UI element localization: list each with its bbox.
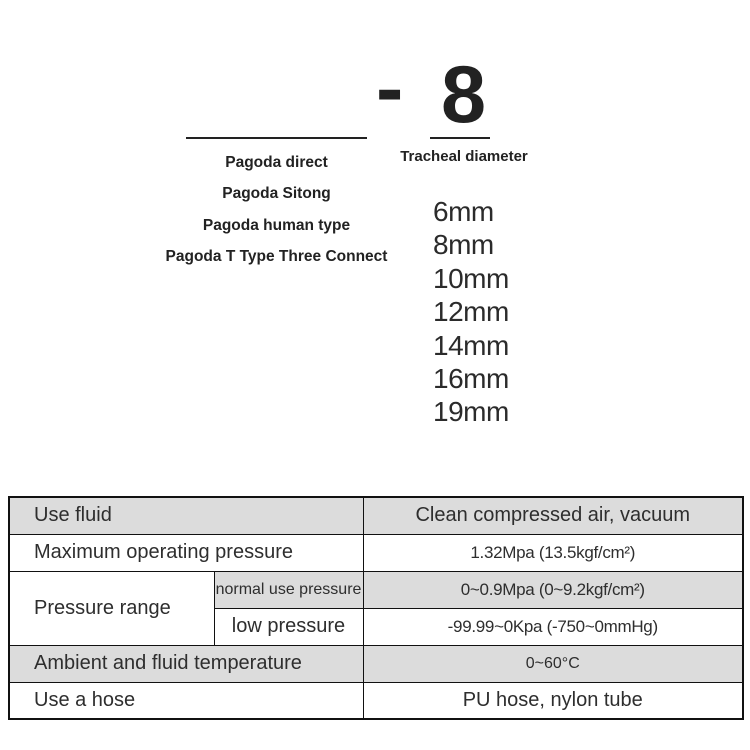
spec-value-low-pressure: -99.99~0Kpa (-750~0mmHg): [363, 608, 743, 645]
diameter-option: 14mm: [433, 329, 509, 361]
table-row: [9, 497, 743, 534]
diameter-underline: [430, 137, 490, 139]
spec-value-ambient-fluid-temperature: 0~60°C: [363, 645, 743, 682]
diameter-options-list: [433, 195, 509, 429]
type-option: Pagoda human type: [202, 216, 351, 234]
spec-value-use-fluid: Clean compressed air, vacuum: [363, 497, 743, 534]
type-option: Pagoda Sitong: [222, 185, 331, 203]
type-blank-line: [186, 137, 367, 139]
diameter-label: Tracheal diameter: [400, 148, 528, 165]
spec-label-use-a-hose: Use a hose: [9, 682, 363, 719]
diameter-option: 16mm: [433, 363, 509, 395]
table-row: [9, 534, 743, 571]
table-row: [9, 571, 743, 608]
diameter-option: 6mm: [433, 196, 494, 227]
spec-value-use-a-hose: PU hose, nylon tube: [363, 682, 743, 719]
separator-dash: -: [376, 43, 404, 134]
type-option: Pagoda T Type Three Connect: [165, 248, 388, 266]
spec-value-max-operating-pressure: 1.32Mpa (13.5kgf/cm²): [363, 534, 743, 571]
spec-sublabel-low-pressure: low pressure: [214, 608, 363, 645]
diameter-option: 12mm: [433, 296, 509, 328]
type-options-list: [125, 147, 428, 273]
spec-label-use-fluid: Use fluid: [9, 497, 363, 534]
spec-label-pressure-range: Pressure range: [9, 571, 214, 645]
spec-value-normal-use-pressure: 0~0.9Mpa (0~9.2kgf/cm²): [363, 571, 743, 608]
diameter-option: 10mm: [433, 262, 509, 294]
diameter-option: 19mm: [433, 396, 509, 428]
spec-table: [8, 496, 744, 720]
spec-sublabel-normal-use-pressure: normal use pressure: [214, 571, 363, 608]
type-option: Pagoda direct: [225, 154, 328, 171]
spec-label-max-operating-pressure: Maximum operating pressure: [9, 534, 363, 571]
table-row: [9, 645, 743, 682]
table-row: [9, 682, 743, 719]
diameter-code: 8: [441, 50, 487, 140]
spec-label-ambient-fluid-temperature: Ambient and fluid temperature: [9, 645, 363, 682]
diameter-option: 8mm: [433, 229, 494, 261]
